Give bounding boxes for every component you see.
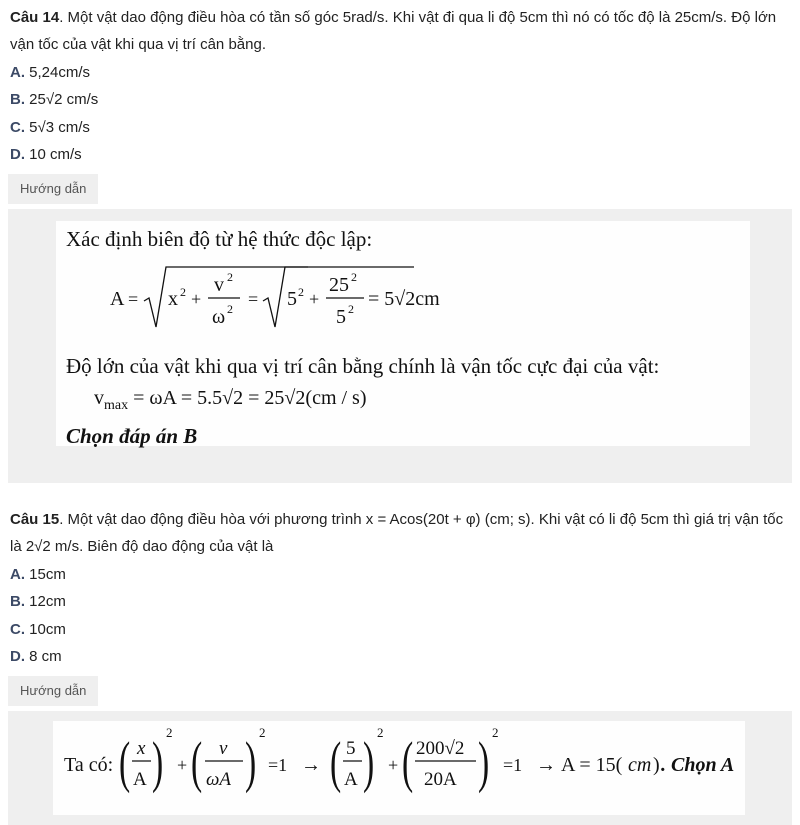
svg-text:ωA: ωA bbox=[206, 769, 232, 790]
svg-text:2: 2 bbox=[351, 270, 357, 284]
solution-14-line-2: Độ lớn của vật khi qua vị trí cân bằng chính là vận tốc cực đại của vật: bbox=[66, 354, 660, 378]
question-15-solution-image bbox=[53, 721, 745, 815]
svg-text:=1: =1 bbox=[503, 755, 523, 775]
question-15-label: Câu 15 bbox=[10, 511, 60, 528]
question-14-solution-image bbox=[56, 221, 750, 446]
svg-text:5: 5 bbox=[346, 738, 356, 759]
svg-text:A = 15(: A = 15( bbox=[561, 754, 623, 776]
svg-text:. Chọn A: . Chọn A bbox=[661, 754, 735, 776]
solution-14-line-1: Xác định biên độ từ hệ thức độc lập: bbox=[66, 227, 373, 251]
question-15-text bbox=[10, 506, 792, 560]
svg-text:=: = bbox=[248, 289, 259, 309]
svg-text:(: ( bbox=[402, 731, 414, 795]
svg-text:2: 2 bbox=[227, 270, 233, 284]
solution-14-answer: Chọn đáp án B bbox=[66, 424, 198, 448]
svg-text:v: v bbox=[219, 738, 228, 759]
question-14-label: Câu 14 bbox=[10, 9, 60, 26]
svg-text:25: 25 bbox=[329, 274, 349, 296]
svg-text:(: ( bbox=[191, 731, 203, 795]
svg-text:2: 2 bbox=[492, 725, 499, 740]
solution-14-vmax-formula: $v_{max} = \omega A = 5.5√2 = 25√2(cm / s)$ bbox=[94, 387, 367, 413]
svg-text:x: x bbox=[168, 288, 178, 310]
svg-text:Ta có:: Ta có: bbox=[64, 754, 114, 776]
svg-text:A: A bbox=[344, 769, 358, 790]
svg-text:): ) bbox=[478, 731, 490, 795]
svg-text:A: A bbox=[133, 769, 147, 790]
question-14-option-a[interactable]: A. 5,24cm/s bbox=[10, 64, 91, 81]
question-15-option-b[interactable]: B. 12cm bbox=[10, 593, 66, 610]
svg-text:ω: ω bbox=[212, 306, 226, 328]
svg-text:2: 2 bbox=[227, 302, 233, 316]
svg-text:2: 2 bbox=[166, 725, 173, 740]
svg-text:2: 2 bbox=[377, 725, 384, 740]
svg-text:+: + bbox=[177, 755, 188, 775]
svg-text:+: + bbox=[191, 289, 202, 309]
svg-text:2: 2 bbox=[259, 725, 266, 740]
svg-text:): ) bbox=[362, 731, 375, 795]
svg-text:): ) bbox=[244, 731, 257, 795]
svg-text:+: + bbox=[309, 289, 320, 309]
question-14-option-d[interactable]: D. 10 cm/s bbox=[10, 146, 82, 163]
question-14-body: . Một vật dao động điều hòa có tần số góc 5rad/s. Khi vật đi qua li độ 5cm thì nó có tốc độ là 25cm/s. Độ lớn vận tốc của vật khi qua vị trí cân bằng. bbox=[10, 9, 777, 53]
question-14-solution-box bbox=[8, 209, 792, 483]
svg-text:2: 2 bbox=[180, 285, 186, 299]
svg-text:5: 5 bbox=[336, 306, 346, 328]
svg-text:): ) bbox=[152, 731, 164, 795]
svg-text:(: ( bbox=[118, 731, 131, 795]
svg-text:+: + bbox=[388, 755, 399, 775]
svg-text:v: v bbox=[214, 274, 224, 296]
svg-text:(: ( bbox=[330, 731, 342, 795]
question-15-option-d[interactable]: D. 8 cm bbox=[10, 648, 62, 665]
svg-text:= 5√2cm: = 5√2cm bbox=[368, 288, 440, 310]
solution-14-amplitude-formula bbox=[96, 261, 516, 333]
question-15-guide-tab[interactable]: Hướng dẫn bbox=[8, 676, 98, 706]
question-14-option-b[interactable]: B. 25√2 cm/s bbox=[10, 91, 99, 108]
svg-text:=1: =1 bbox=[268, 755, 288, 775]
question-15-body: . Một vật dao động điều hòa với phương trình x = Acos(20t + φ) (cm; s). Khi vật có li độ 5cm thì giá trị vận tốc là 2√2 m/s. Biên độ dao động của vật là bbox=[10, 511, 784, 555]
svg-text:x: x bbox=[137, 738, 146, 759]
question-14-guide-tab[interactable]: Hướng dẫn bbox=[8, 174, 98, 204]
question-15-option-c[interactable]: C. 10cm bbox=[10, 621, 66, 638]
svg-text:→: → bbox=[536, 754, 556, 776]
question-15-option-a[interactable]: A. 15cm bbox=[10, 566, 66, 583]
question-15-solution-box bbox=[8, 711, 792, 825]
svg-text:→: → bbox=[301, 754, 321, 776]
svg-text:5: 5 bbox=[287, 288, 297, 310]
solution-15-formula bbox=[53, 721, 745, 815]
question-14-option-c[interactable]: C. 5√3 cm/s bbox=[10, 119, 90, 136]
svg-text:200√2: 200√2 bbox=[416, 738, 465, 759]
svg-text:20A: 20A bbox=[424, 769, 457, 790]
svg-text:): ) bbox=[653, 754, 660, 776]
svg-text:=: = bbox=[128, 289, 139, 309]
svg-text:2: 2 bbox=[348, 302, 354, 316]
svg-text:cm: cm bbox=[628, 754, 652, 776]
svg-text:2: 2 bbox=[298, 285, 304, 299]
svg-text:A: A bbox=[110, 288, 125, 310]
question-14-text bbox=[10, 4, 792, 58]
